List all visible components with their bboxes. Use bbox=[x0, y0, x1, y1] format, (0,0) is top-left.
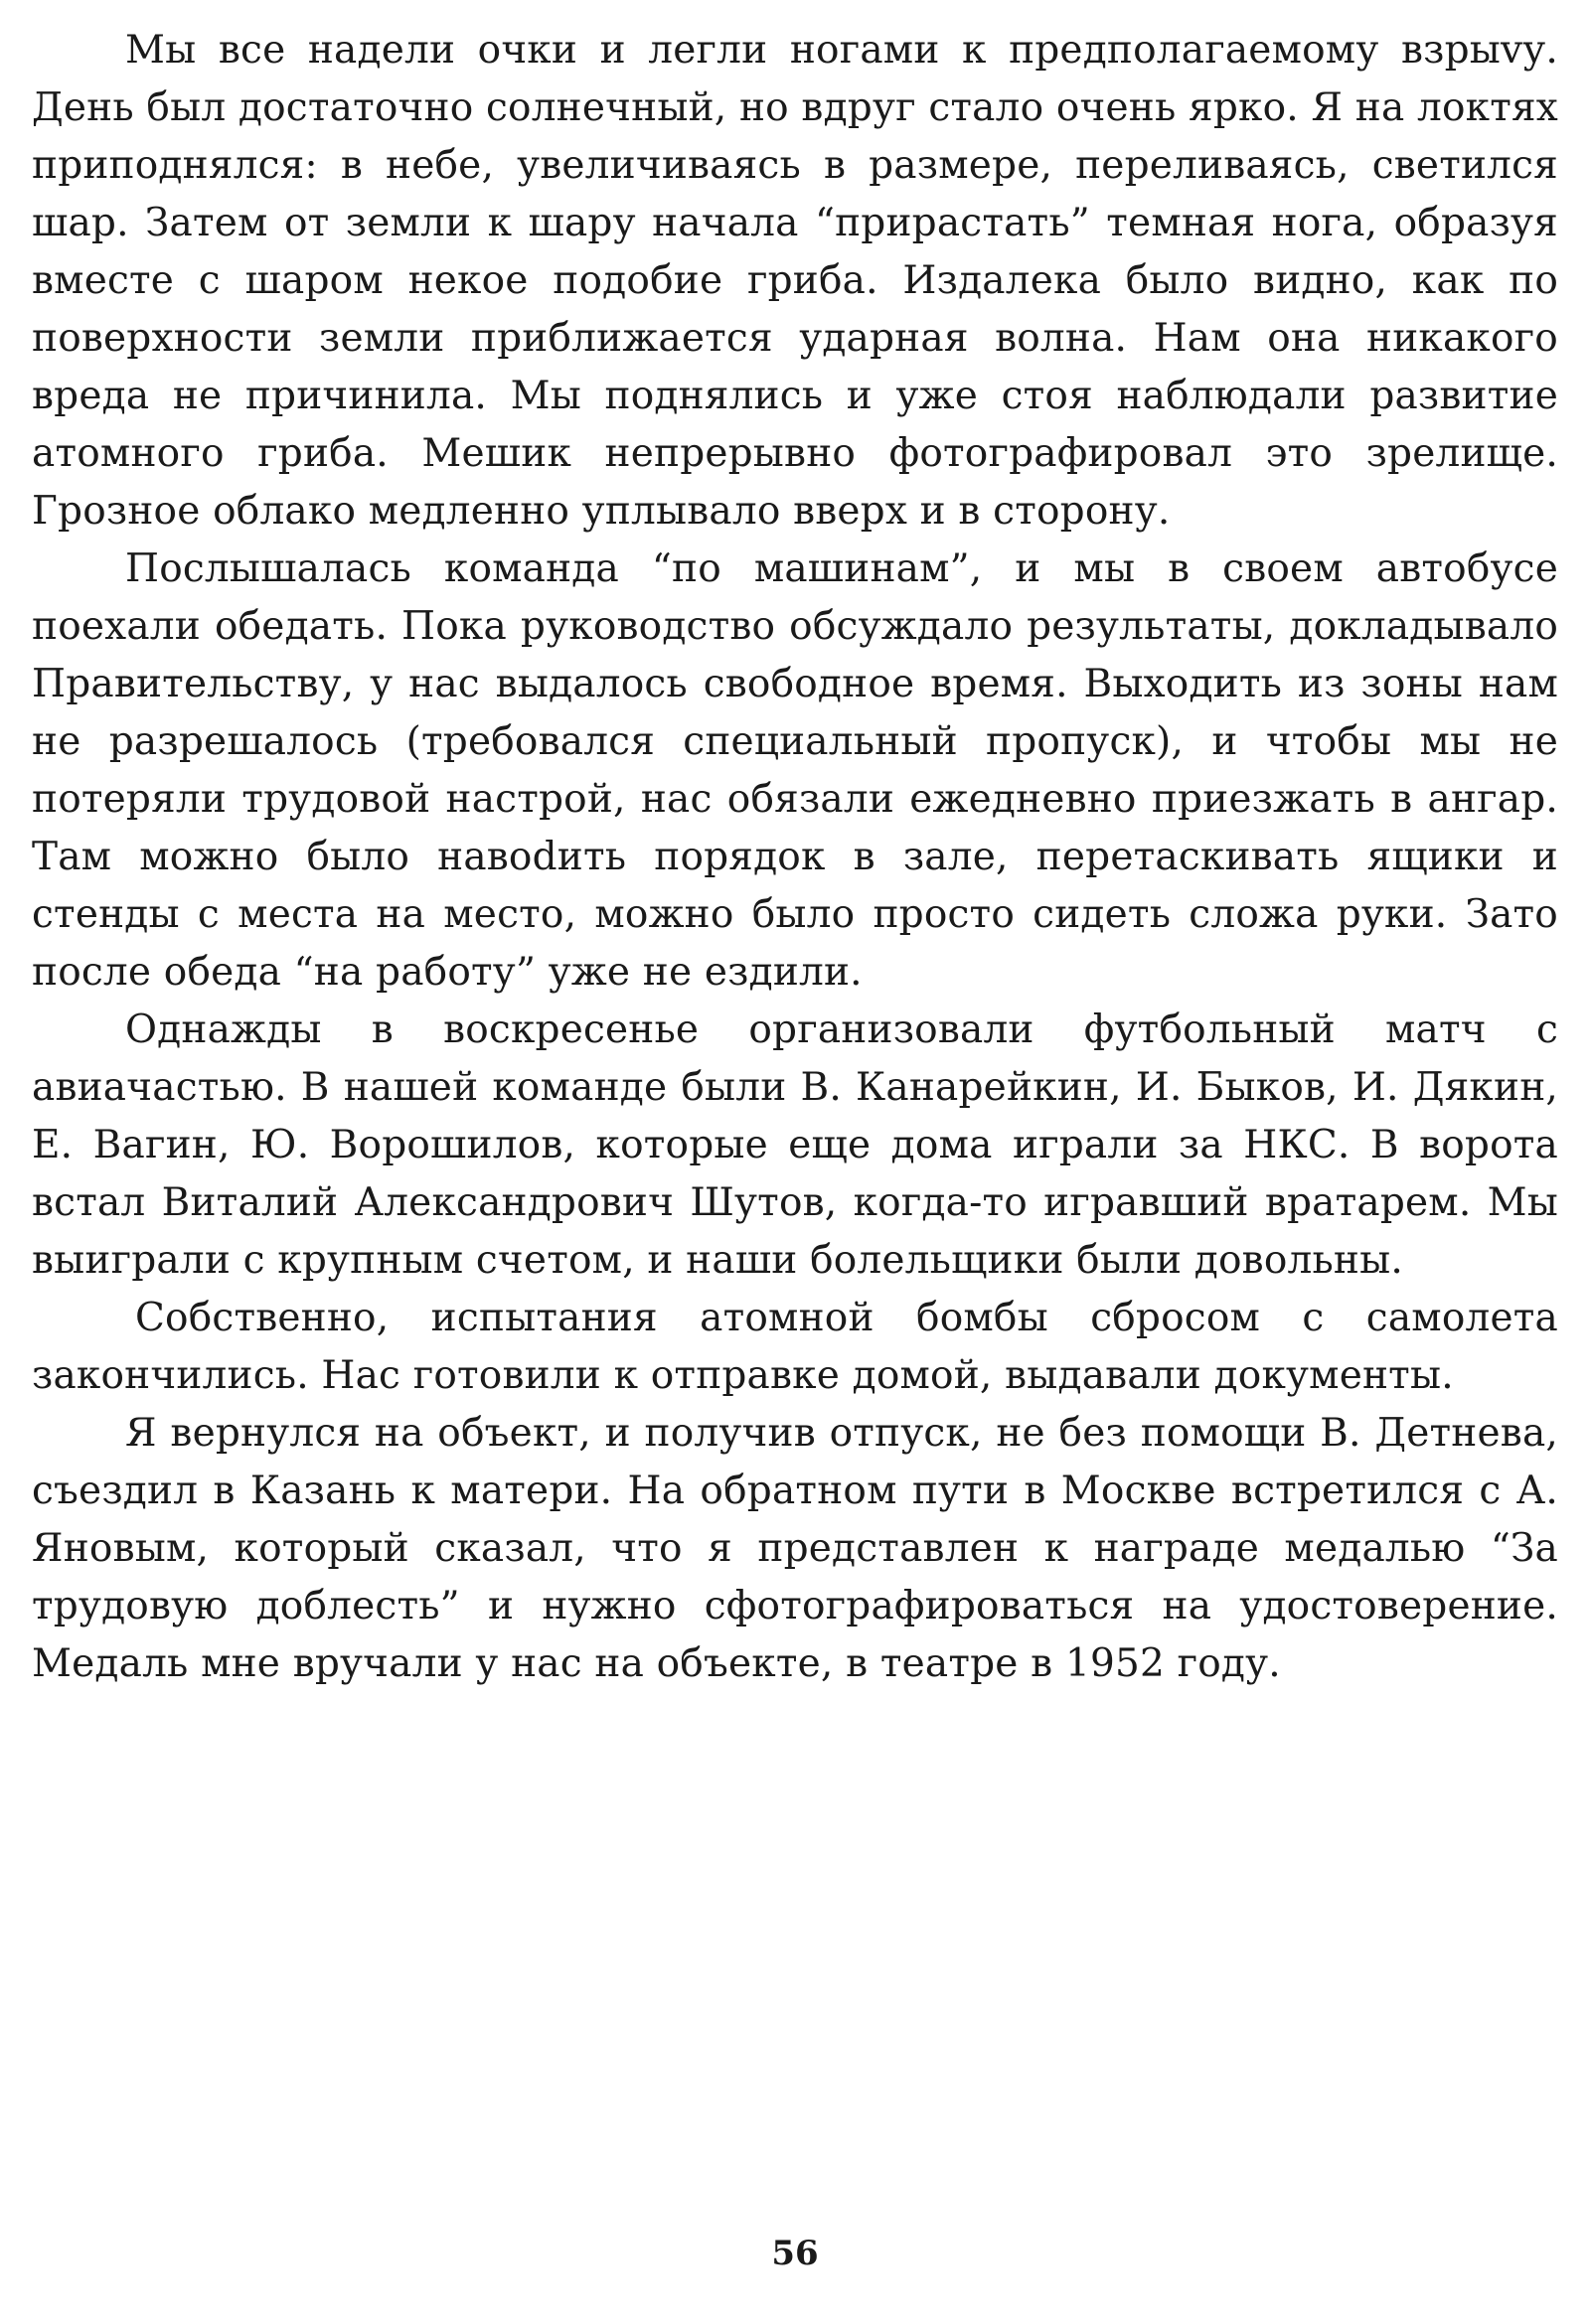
paragraph-3: Однажды в воскресенье организовали футбольный матч с авиачастью. В нашей команде были В. Канарейкин, И. Быков, И. Дякин, Е. Вагин, Ю. Ворошилов, которые еще дома играли за НКС. В ворота встал Виталий Александрович Шутов, когда-то игравший вратарем. Мы выиграли с крупным счетом, и наши болельщики были довольны. bbox=[32, 1007, 1558, 1283]
paragraph-5: Я вернулся на объект, и получив отпуск, не без помощи В. Детнева, съездил в Казань к матери. На обратном пути в Москве встретился с А. Яновым, который сказал, что я представлен к награде медалью “За трудовую доблесть” и нужно сфотографироваться на удостоверение. Медаль мне вручали у нас на объекте, в театре в 1952 году. bbox=[32, 1411, 1558, 1686]
paragraph-1: Мы все надели очки и легли ногами к предполагаемому взрыvу. День был достаточно солнечный, но вдруг стало очень ярко. Я на локтях приподнялся: в небе, увеличиваясь в размере, переливаясь, светился шар. Затем от земли к шару начала “прирастать” темная нога, образуя вместе с шаром некое подобие гриба. Издалека было видно, как по поверхности земли приближается ударная волна. Нам она никакого вреда не причинила. Мы поднялись и уже стоя наблюдали развитие атомного гриба. Мешик непрерывно фотографировал это зрелище. Грозное облако медленно уплывало вверх и в сторону. bbox=[32, 28, 1558, 534]
page-number: 56 bbox=[771, 2234, 819, 2273]
body-text bbox=[32, 22, 1558, 1693]
paragraph-4: Собственно, испытания атомной бомбы сбросом с самолета закончились. Нас готовили к отправке домой, выдавали документы. bbox=[32, 1296, 1558, 1398]
paragraph-2: Послышалась команда “по машинам”, и мы в своем автобусе поехали обедать. Пока руководство обсуждало результаты, докладывало Правительству, у нас выдалось свободное время. Выходить из зоны нам не разрешалось (требовался специальный пропуск), и чтобы мы не потеряли трудовой настрой, нас обязали ежедневно приезжать в ангар. Там можно было навоdить порядок в зале, перетаскивать ящики и стенды с места на место, можно было просто сидеть сложа руки. Зато после обеда “на работу” уже не ездили. bbox=[32, 546, 1558, 995]
